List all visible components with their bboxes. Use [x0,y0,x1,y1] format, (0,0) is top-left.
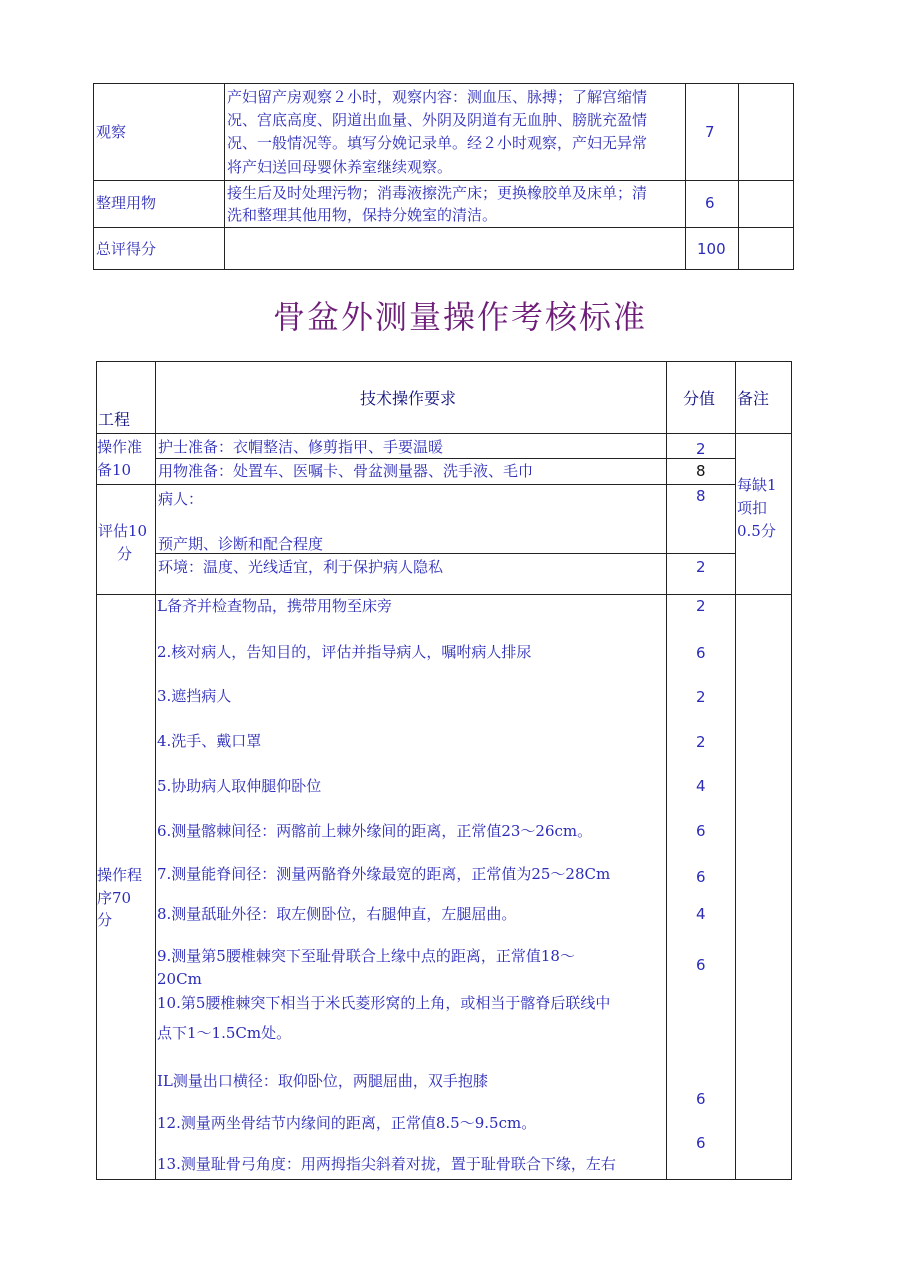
page-title: 骨盆外测量操作考核标准 [272,298,647,336]
procedure-label: 分 [97,911,113,929]
procedure-label: 操作程 [97,866,143,884]
step-score: 6 [696,644,706,662]
step-score: 6 [696,1134,706,1152]
item-label-observe: 观察 [96,123,127,141]
content-line: 产妇留产房观察２小时，观察内容：测血压、脉搏；了解宫缩情 [227,88,648,106]
procedure-label: 序70 [97,889,132,907]
step-score: 6 [696,956,706,974]
step-text: 13.测量耻骨弓角度：用两拇指尖斜着对拢，置于耻骨联合下缘，左右 [157,1155,616,1173]
item-label-total: 总评得分 [96,240,157,258]
step-text: 10.第5腰椎棘突下相当于米氏菱形窝的上角，或相当于髂脊后联线中 [157,994,611,1012]
step-text: IL测量出口横径：取仰卧位，两腿屈曲，双手抱膝 [157,1072,488,1090]
step-text: 7.测量能脊间径：测量两骼脊外缘最宽的距离，正常值为25～28Cm [157,865,611,883]
step-text: L备齐并检查物品，携带用物至床旁 [157,597,392,615]
prep-label: 备10 [97,461,132,479]
step-text-cont: 20Cm [157,970,202,988]
header-score: 分值 [683,389,716,408]
step-text: 8.测量舐耻外径：取左侧卧位，右腿伸直，左腿屈曲。 [157,905,517,923]
step-text: 3.遮挡病人 [157,687,232,705]
assess-label: 分 [117,545,133,563]
header-project: 工程 [98,410,131,429]
assess-patient-detail: 预产期、诊断和配合程度 [158,535,324,553]
step-text: 9.测量第5腰椎棘突下至耻骨联合上缘中点的距离，正常值18～ [157,947,575,965]
step-text: 4.洗手、戴口罩 [157,732,262,750]
assess-score: 2 [696,558,706,576]
step-text: 6.测量髂棘间径：两髂前上棘外缘间的距离，正常值23～26cm。 [157,822,593,840]
step-score: 6 [696,1090,706,1108]
note-text: 每缺1 [737,476,777,494]
header-note: 备注 [737,389,770,408]
prep-label: 操作准 [97,438,143,456]
content-line: 接生后及时处理污物；消毒液擦洗产床；更换橡胶单及床单；清 [227,184,648,202]
step-text-cont: 点下1～1.5Cm处。 [157,1024,292,1042]
step-score: 2 [696,688,706,706]
total-score-value: 100 [697,240,726,258]
item-label-tidy: 整理用物 [96,194,157,212]
prep-item: 护士准备：衣帽整洁、修剪指甲、手要温暖 [158,438,444,456]
prep-score: 2 [696,440,706,458]
score-value: 7 [705,123,715,141]
assess-label: 评估10 [98,522,148,540]
note-text: 项扣 [737,499,768,517]
step-score: 6 [696,868,706,886]
step-score: 4 [696,777,706,795]
prep-score: 8 [696,462,706,480]
step-text: 12.测量两坐骨结节内缘间的距离，正常值8.5～9.5cm。 [157,1114,537,1132]
assess-score: 8 [696,487,706,505]
assess-patient: 病人： [158,490,204,508]
content-line: 况、宫底高度、阴道出血量、外阴及阴道有无血肿、膀胱充盈情 [227,111,648,129]
note-text: 0.5分 [737,522,776,540]
step-text: 5.协助病人取伸腿仰卧位 [157,777,322,795]
step-score: 2 [696,597,706,615]
content-line: 况、一般情况等。填写分娩记录单。经２小时观察，产妇无异常 [227,134,648,152]
content-line: 洗和整理其他用物，保持分娩室的清洁。 [227,206,498,224]
step-text: 2.核对病人，告知目的，评估并指导病人，嘱咐病人排尿 [157,643,532,661]
content-line: 将产妇送回母婴休养室继续观察。 [227,158,453,176]
step-score: 2 [696,733,706,751]
header-requirements: 技术操作要求 [360,389,457,408]
prep-item: 用物准备：处置车、医嘱卡、骨盆测量器、洗手液、毛巾 [158,462,534,480]
assess-env: 环境：温度、光线适宜，利于保护病人隐私 [158,558,444,576]
step-score: 6 [696,822,706,840]
step-score: 4 [696,905,706,923]
score-value: 6 [705,194,715,212]
